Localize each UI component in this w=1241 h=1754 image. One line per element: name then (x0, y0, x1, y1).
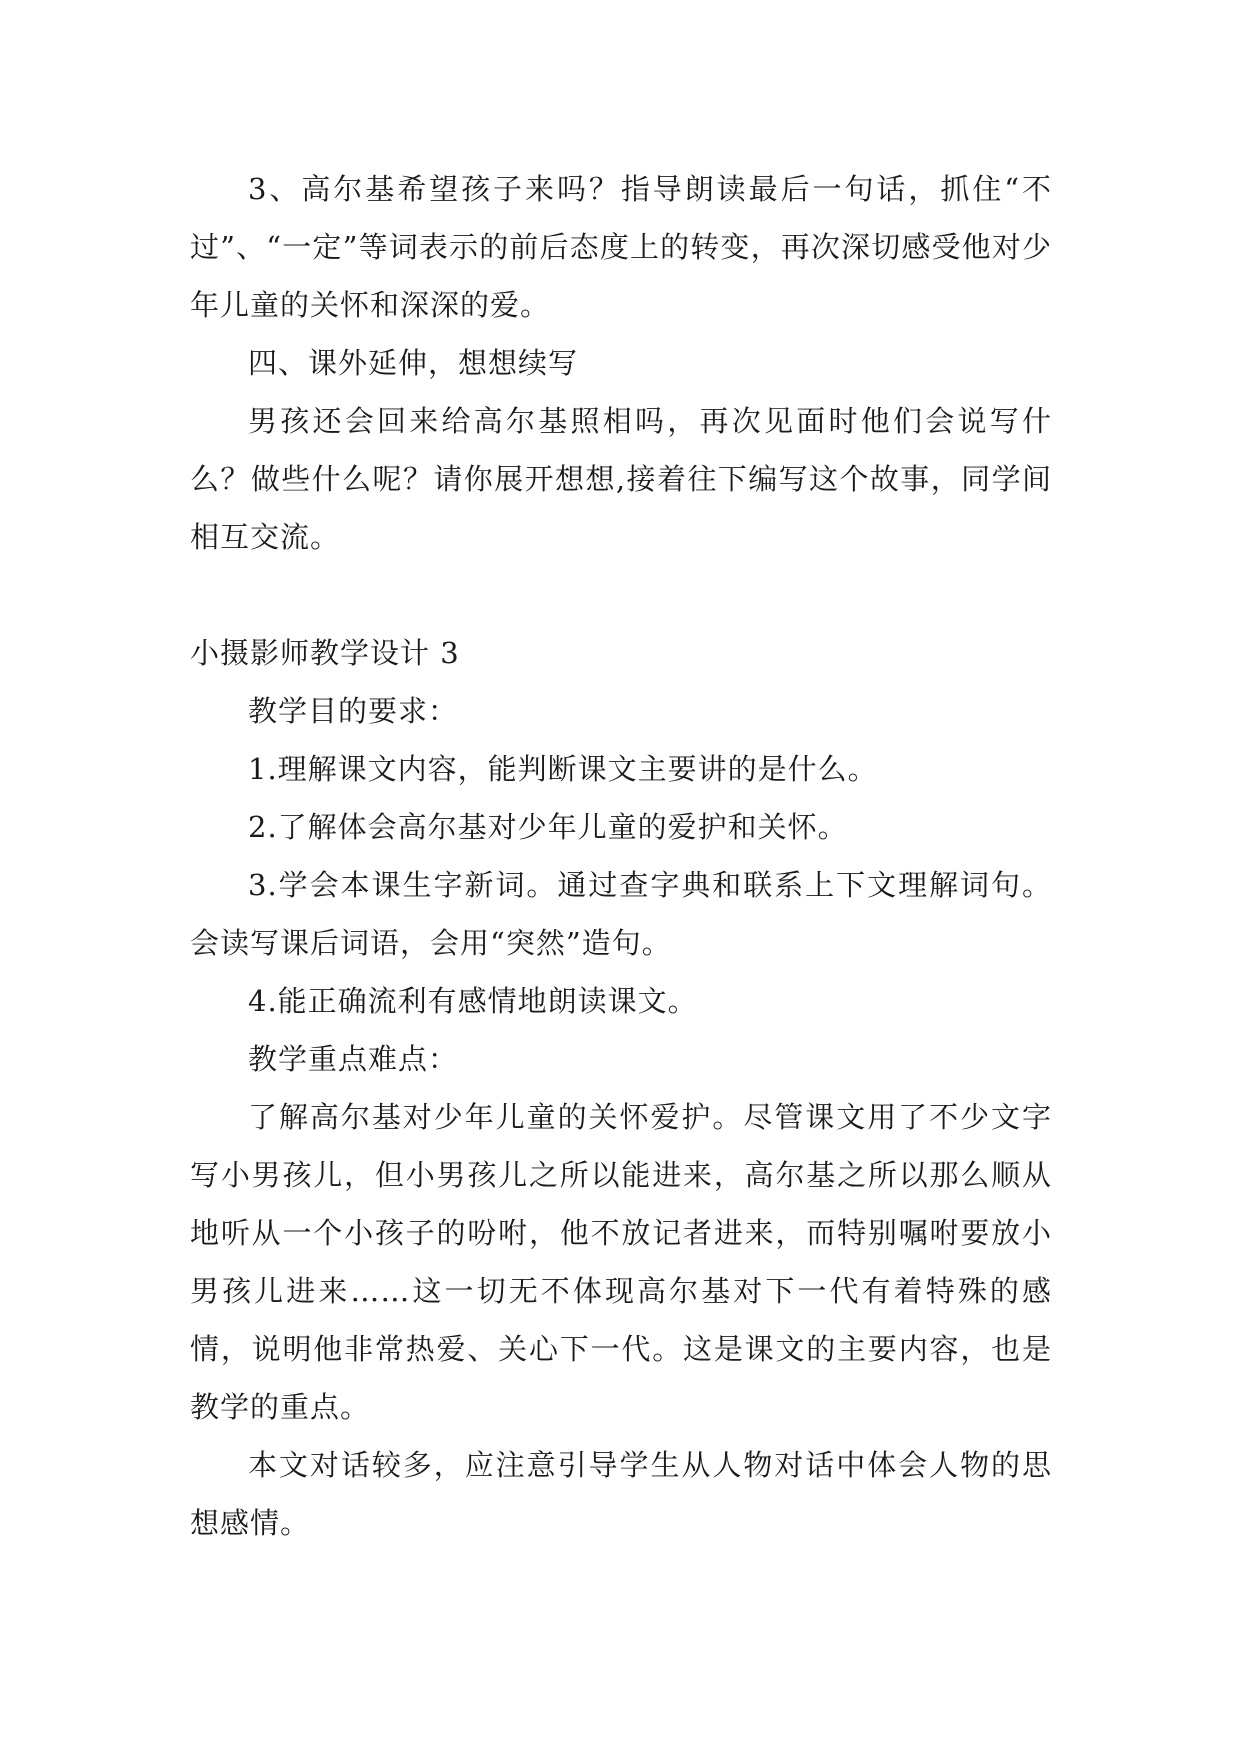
section-heading: 教学目的要求： (248, 694, 459, 728)
document-title: 小摄影师教学设计 3 (190, 636, 460, 670)
document-body (190, 160, 1052, 1552)
list-item: 2.了解体会高尔基对少年儿童的爱护和关怀。 (248, 810, 848, 844)
list-item: 4.能正确流利有感情地朗读课文。 (248, 984, 698, 1018)
paragraph: 3、高尔基希望孩子来吗？指导朗读最后一句话，抓住“不过”、“一定”等词表示的前后态度上的转变，再次深切感受他对少年儿童的关怀和深深的爱。 (190, 172, 1052, 322)
paragraph: 了解高尔基对少年儿童的关怀爱护。尽管课文用了不少文字写小男孩儿，但小男孩儿之所以能进来，高尔基之所以那么顺从地听从一个小孩子的吩咐，他不放记者进来，而特别嘱咐要放小男孩儿进来……这一切无不体现高尔基对下一代有着特殊的感情，说明他非常热爱、关心下一代。这是课文的主要内容，也是教学的重点。 (190, 1100, 1052, 1424)
paragraph: 男孩还会回来给高尔基照相吗，再次见面时他们会说写什么？做些什么呢？请你展开想想,接着往下编写这个故事，同学间相互交流。 (190, 404, 1052, 554)
section-heading: 教学重点难点： (248, 1042, 459, 1076)
list-item: 3.学会本课生字新词。通过查字典和联系上下文理解词句。会读写课后词语，会用“突然”造句。 (190, 868, 1052, 960)
list-item: 1.理解课文内容，能判断课文主要讲的是什么。 (248, 752, 878, 786)
section-heading: 四、课外延伸，想想续写 (248, 346, 579, 380)
paragraph: 本文对话较多，应注意引导学生从人物对话中体会人物的思想感情。 (190, 1448, 1052, 1540)
